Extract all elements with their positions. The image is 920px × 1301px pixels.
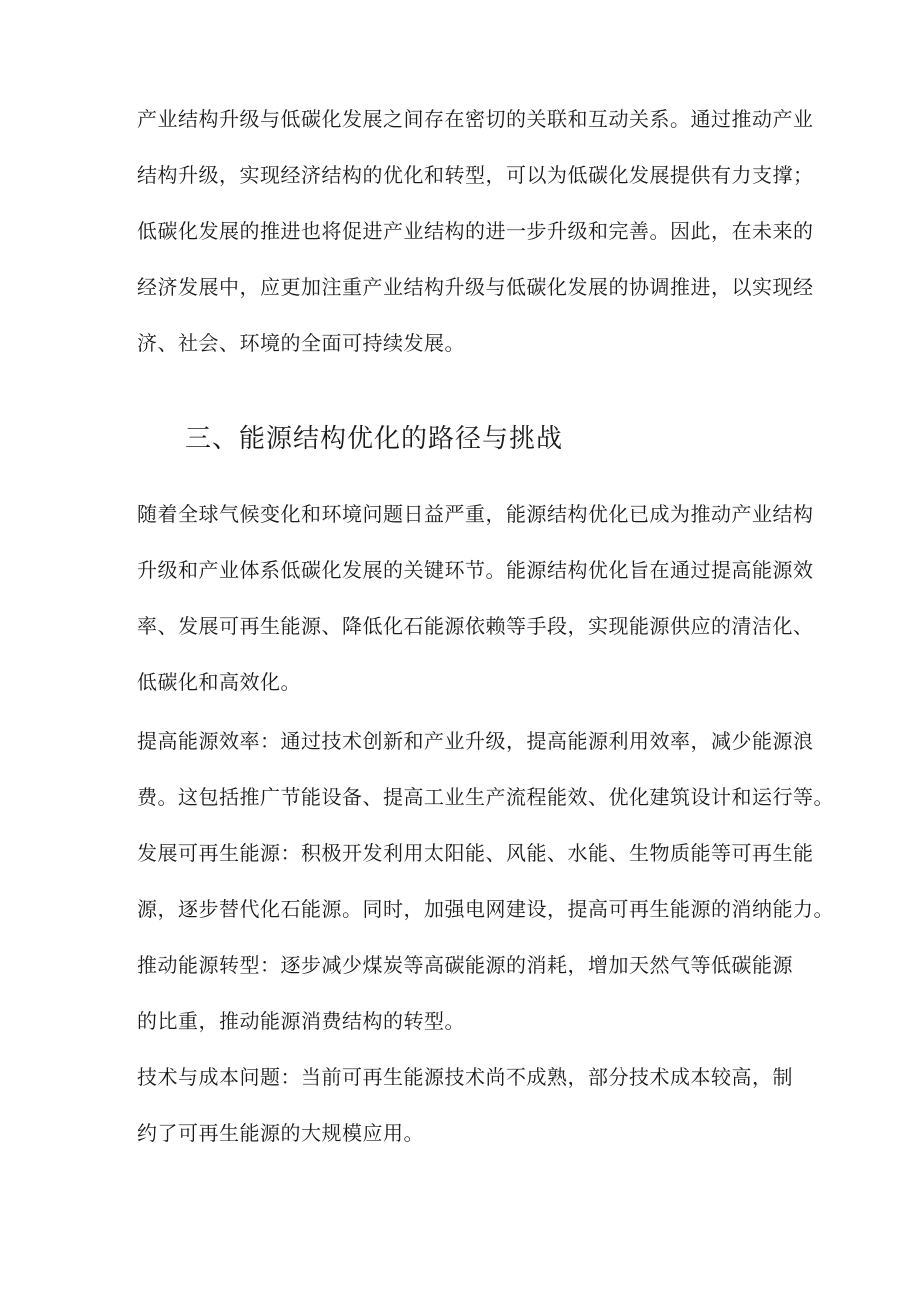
section-heading: 三、能源结构优化的路径与挑战	[185, 424, 564, 454]
paragraph-line: 产业结构升级与低碳化发展之间存在密切的关联和互动关系。通过推动产业	[137, 107, 814, 131]
paragraph-line: 结构升级，实现经济结构的优化和转型，可以为低碳化发展提供有力支撑；	[137, 163, 814, 187]
list-item-line: 费。这包括推广节能设备、提高工业生产流程能效、优化建筑设计和运行等。	[137, 785, 834, 809]
list-item-line: 约了可再生能源的大规模应用。	[137, 1121, 424, 1145]
paragraph-line: 率、发展可再生能源、降低化石能源依赖等手段，实现能源供应的清洁化、	[137, 614, 814, 638]
paragraph-line: 经济发展中，应更加注重产业结构升级与低碳化发展的协调推进，以实现经	[137, 275, 814, 299]
list-item-line: 的比重，推动能源消费结构的转型。	[137, 1009, 465, 1033]
paragraph-line: 济、社会、环境的全面可持续发展。	[137, 331, 465, 355]
list-item-line: 源，逐步替代化石能源。同时，加强电网建设，提高可再生能源的消纳能力。	[137, 897, 834, 921]
list-item-line: 提高能源效率：通过技术创新和产业升级，提高能源利用效率，减少能源浪	[137, 729, 814, 753]
list-item-line: 发展可再生能源：积极开发利用太阳能、风能、水能、生物质能等可再生能	[137, 841, 814, 865]
paragraph-line: 低碳化发展的推进也将促进产业结构的进一步升级和完善。因此，在未来的	[137, 219, 814, 243]
paragraph-line: 低碳化和高效化。	[137, 670, 301, 694]
list-item-line: 技术与成本问题：当前可再生能源技术尚不成熟，部分技术成本较高，制	[137, 1065, 793, 1089]
paragraph-line: 随着全球气候变化和环境问题日益严重，能源结构优化已成为推动产业结构	[137, 502, 814, 526]
list-item-line: 推动能源转型：逐步减少煤炭等高碳能源的消耗，增加天然气等低碳能源	[137, 953, 793, 977]
paragraph-line: 升级和产业体系低碳化发展的关键环节。能源结构优化旨在通过提高能源效	[137, 558, 814, 582]
